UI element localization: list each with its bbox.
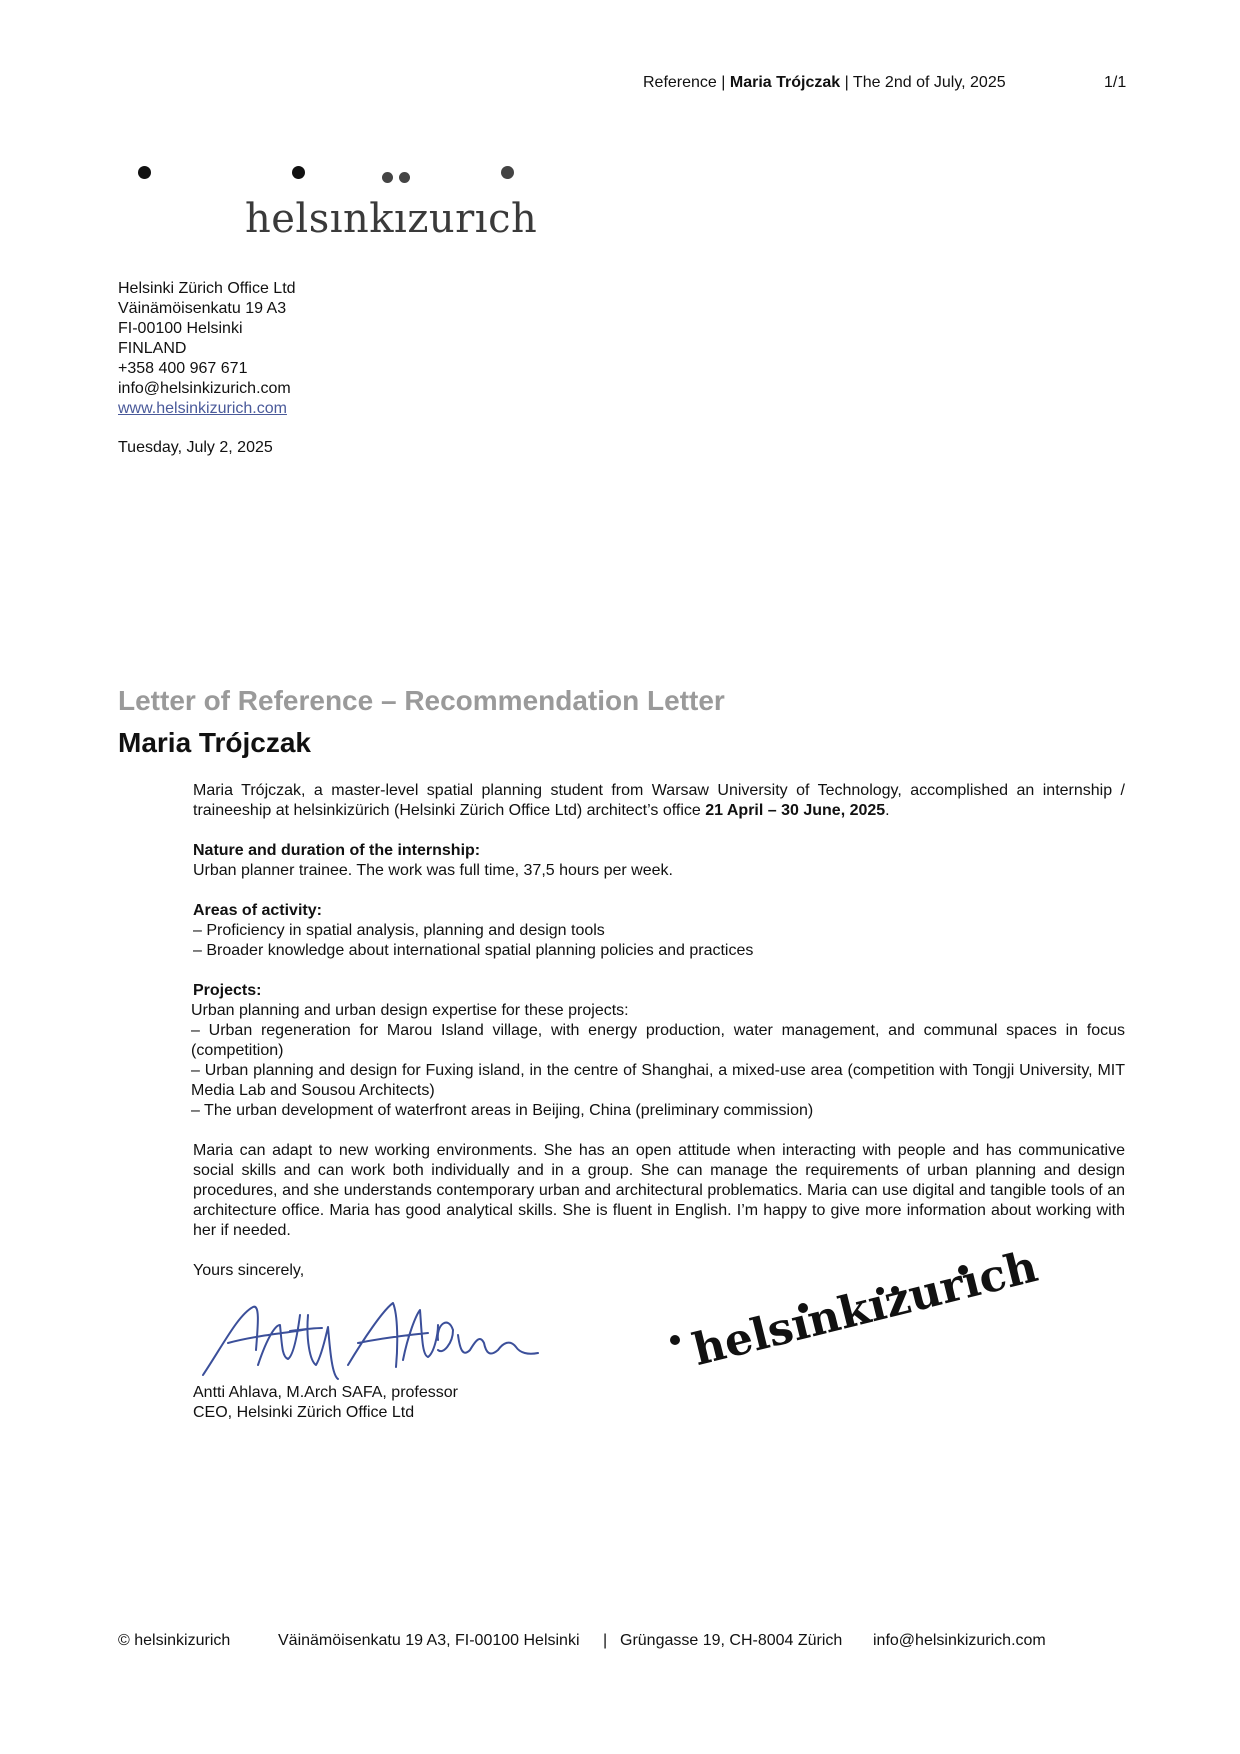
stamp-wordmark: helsınkızurıch xyxy=(687,1241,1043,1376)
city: FI-00100 Helsinki xyxy=(118,320,243,337)
logo-dot xyxy=(382,172,393,183)
letter-date: Tuesday, July 2, 2025 xyxy=(118,439,273,456)
signer-title: CEO, Helsinki Zürich Office Ltd xyxy=(193,1404,415,1421)
intro-text: Maria Trójczak, a master-level spatial planning student from Warsaw University of Technology, accomplished an internship / traineeship at helsinkizürich (Helsinki Zürich Office Ltd) architect’s office xyxy=(193,782,1125,819)
letter-title: Letter of Reference – Recommendation Letter xyxy=(118,685,725,716)
header-name: Maria Trójczak xyxy=(729,74,841,91)
list-item: – Broader knowledge about international spatial planning policies and practices xyxy=(193,942,754,959)
signer-block xyxy=(193,1383,458,1423)
header-suffix: | The 2nd of July, 2025 xyxy=(840,74,1006,91)
list-item: – Urban planning and design for Fuxing island, in the centre of Shanghai, a mixed-use area (competition with Tongji University, MIT Media Lab and Sousou Architects) xyxy=(191,1062,1125,1099)
logo-dot xyxy=(399,172,410,183)
sender-address xyxy=(118,279,296,419)
handwritten-signature xyxy=(198,1295,618,1390)
logo-dot xyxy=(501,166,514,179)
footer-address-helsinki: Väinämöisenkatu 19 A3, FI-00100 Helsinki xyxy=(278,1632,580,1649)
list-item: – The urban development of waterfront areas in Beijing, China (preliminary commission) xyxy=(191,1102,814,1119)
logo-wordmark: helsınkızurıch xyxy=(245,196,538,242)
logo-dot xyxy=(138,166,151,179)
logo-dot xyxy=(292,166,305,179)
intro-paragraph xyxy=(193,781,1125,821)
projects-intro: Urban planning and urban design expertise for these projects: xyxy=(191,1002,629,1019)
footer-separator: | xyxy=(603,1632,608,1649)
signer-name: Antti Ahlava, M.Arch SAFA, professor xyxy=(193,1384,458,1401)
subject-name: Maria Trójczak xyxy=(118,727,311,758)
letter-body xyxy=(193,781,1125,1281)
closing: Yours sincerely, xyxy=(193,1262,305,1279)
intro-end: . xyxy=(885,802,890,819)
intro-dates: 21 April – 30 June, 2025 xyxy=(705,802,886,819)
phone: +358 400 967 671 xyxy=(118,360,248,377)
stamp-dot xyxy=(670,1335,680,1345)
header-prefix: Reference | xyxy=(643,74,730,91)
page-number: 1/1 xyxy=(1104,74,1127,91)
country: FINLAND xyxy=(118,340,187,357)
website-link[interactable]: www.helsinkizurich.com xyxy=(118,400,287,417)
list-item: – Urban regeneration for Marou Island village, with energy production, water management, and communal spaces in focus (competition) xyxy=(191,1022,1125,1059)
company-name: Helsinki Zürich Office Ltd xyxy=(118,280,296,297)
list-item: – Proficiency in spatial analysis, planning and design tools xyxy=(193,922,605,939)
running-header xyxy=(643,74,1006,92)
nature-heading: Nature and duration of the internship: xyxy=(193,842,481,859)
footer-email: info@helsinkizurich.com xyxy=(873,1632,1046,1649)
street: Väinämöisenkatu 19 A3 xyxy=(118,300,287,317)
footer-address-zurich: Grüngasse 19, CH-8004 Zürich xyxy=(620,1632,843,1649)
company-logo xyxy=(130,160,538,250)
email: info@helsinkizurich.com xyxy=(118,380,291,397)
footer-copyright: © helsinkizurich xyxy=(118,1632,231,1649)
areas-heading: Areas of activity: xyxy=(193,902,322,919)
assessment-paragraph: Maria can adapt to new working environments. She has an open attitude when interacting with people and has communicative social skills and can work both individually and in a group. She can manage the requirements of urban planning and design procedures, and she understands contemporary urban and architectural problematics. Maria can use digital and tangible tools of an architecture office. Maria has good analytical skills. She is fluent in English. I’m happy to give more information about working with her if needed. xyxy=(193,1142,1125,1239)
company-stamp xyxy=(670,1241,1043,1415)
nature-text: Urban planner trainee. The work was full time, 37,5 hours per week. xyxy=(193,862,673,879)
projects-heading: Projects: xyxy=(193,982,262,999)
